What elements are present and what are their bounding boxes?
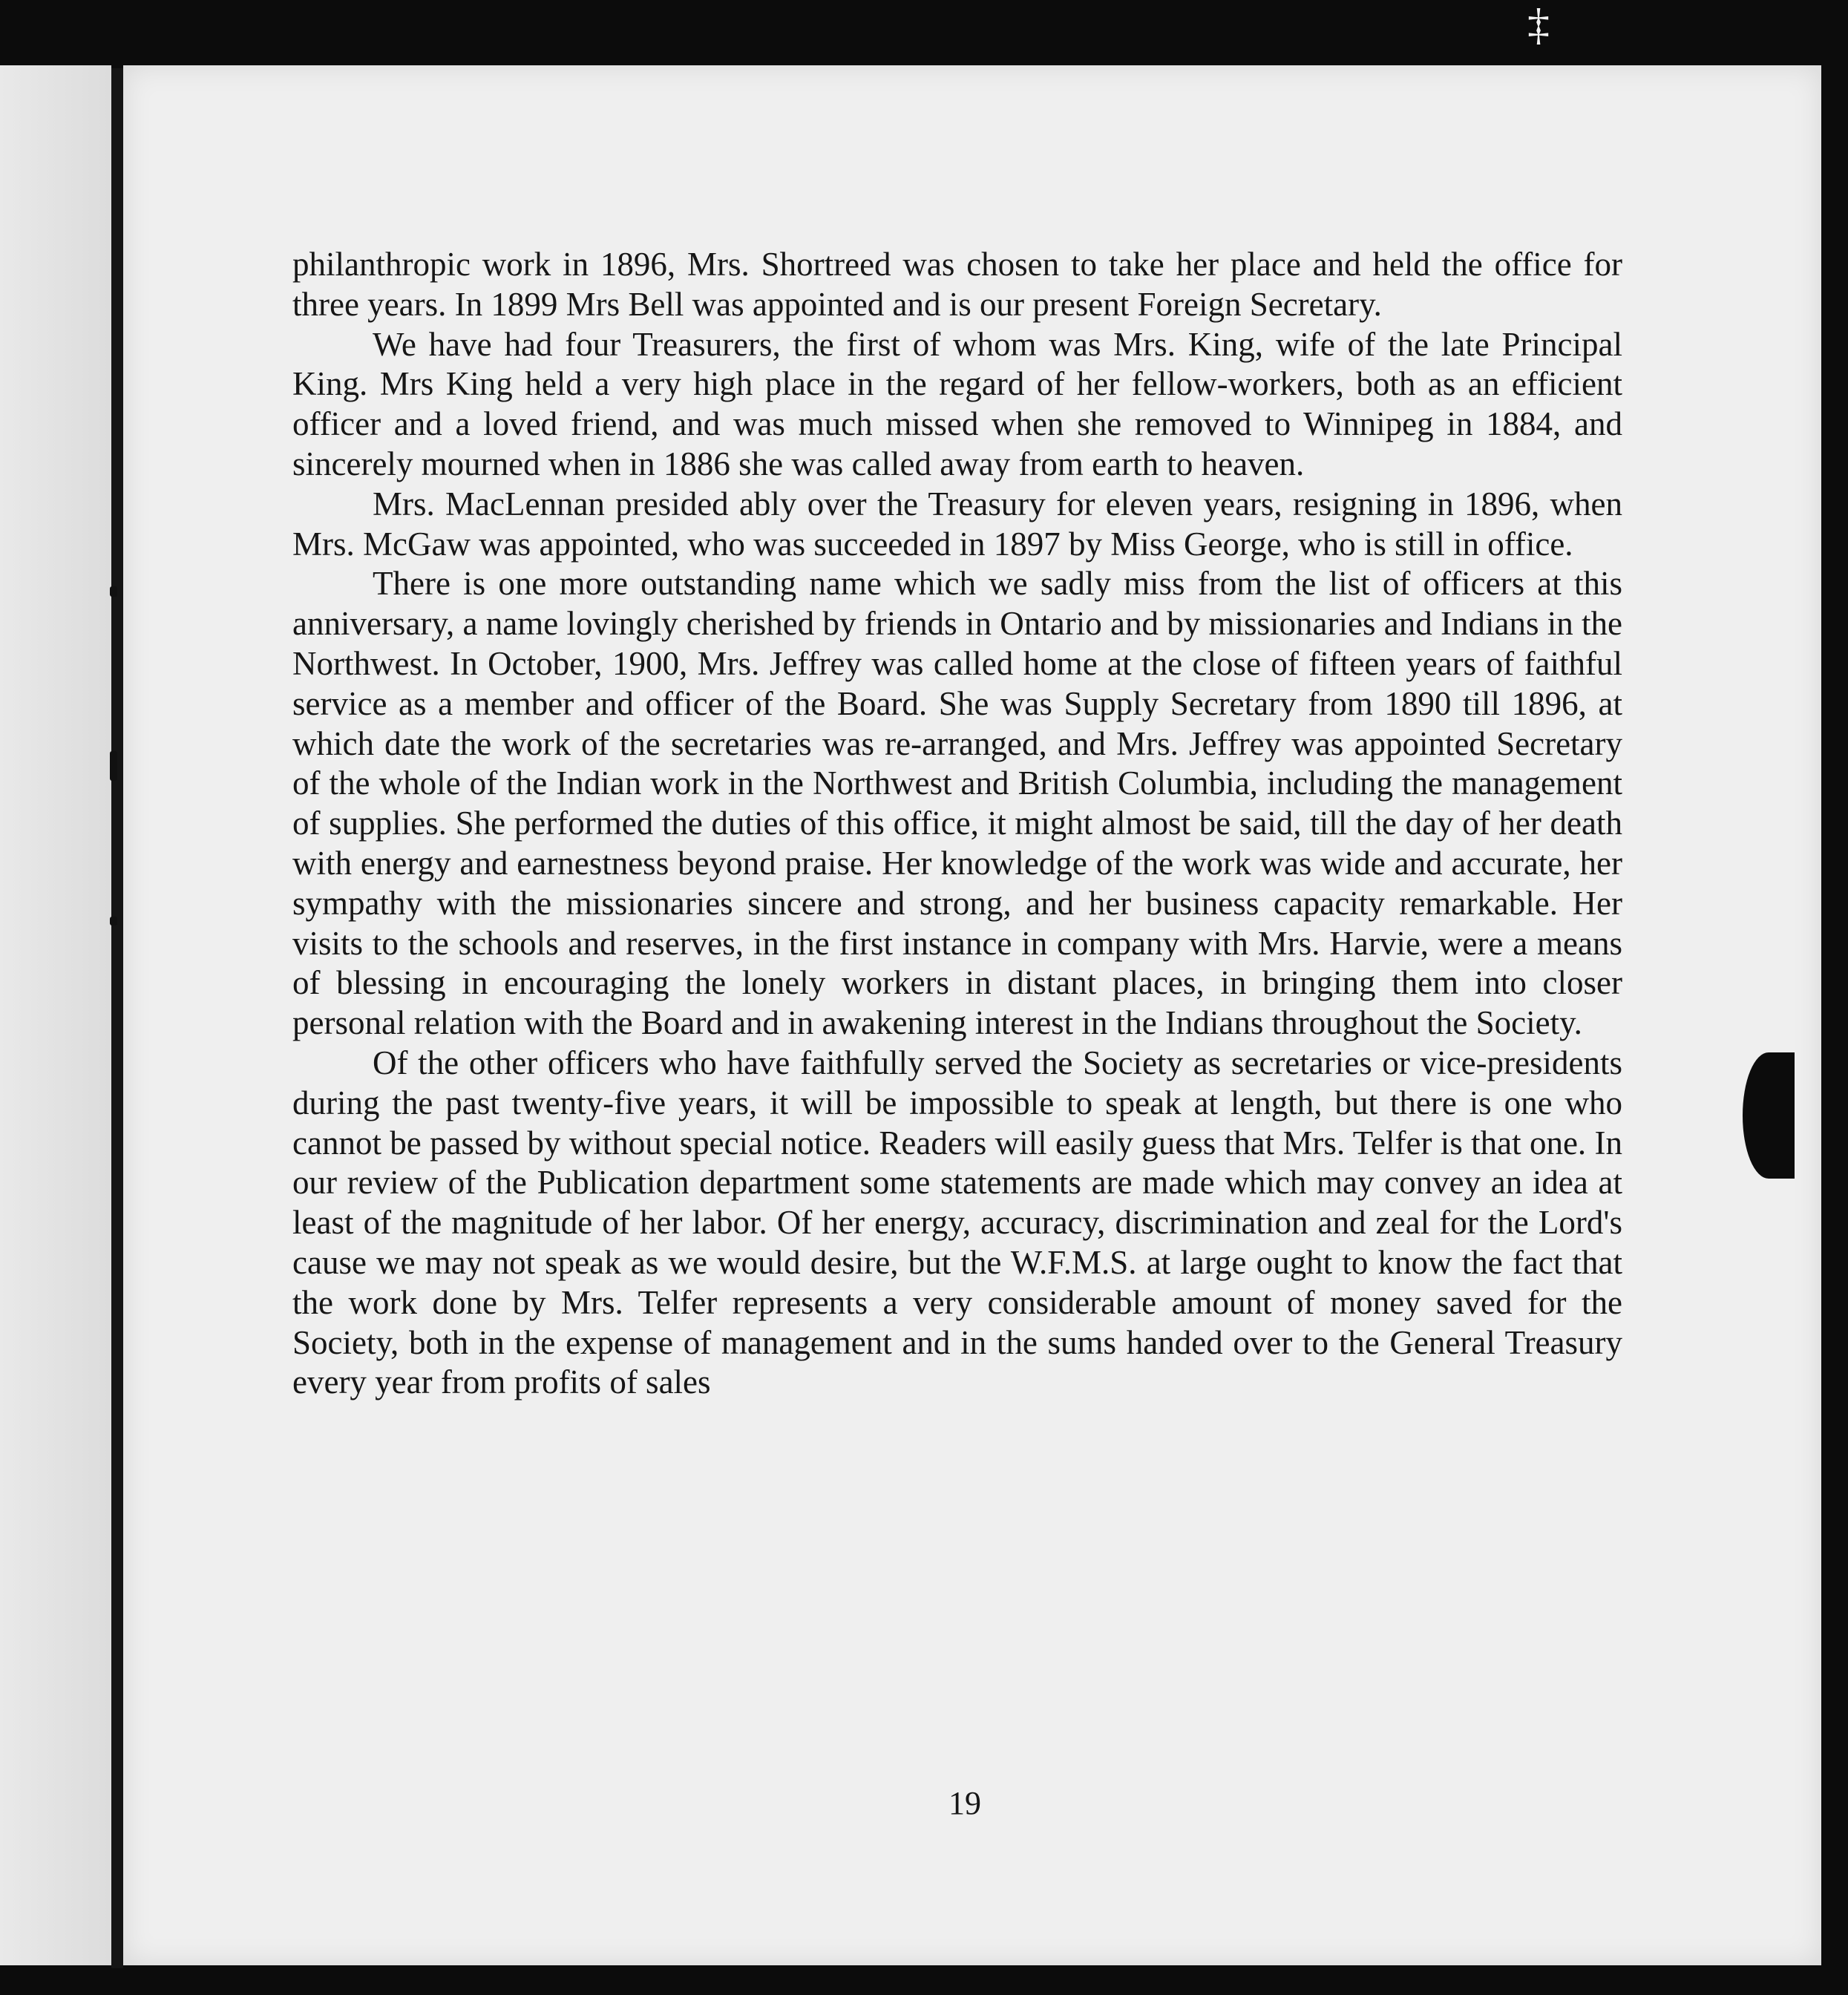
scan-mark-icon: ‡: [1527, 0, 1550, 49]
paragraph: Mrs. MacLennan presided ably over the Treasury for eleven years, resigning in 1896, when Mrs. McGaw was appointed, who was succeeded in 1897 by Miss George, who is still in office.: [292, 485, 1622, 563]
paragraph: Of the other officers who have faithfully served the Society as secretaries or vice-presidents during the past twenty-five years, it will be impossible to speak at length, but there is one who cannot be passed by without special notice. Readers will easily guess that Mrs. Telfer is that one. In our review of the Publication department some statements are made which may convey an idea at least of the magnitude of her labor. Of her energy, accuracy, discrimination and zeal for the Lord's cause we may not speak as we would desire, but the W.F.M.S. at large ought to know the fact that the work done by Mrs. Telfer represents a very considerable amount of money saved for the Society, both in the expense of management and in the sums handed over to the General Treasury every year from profits of sales: [292, 1044, 1622, 1401]
facing-page-edge: [0, 65, 111, 1965]
body-text: [292, 245, 1622, 1403]
page-number: 19: [948, 1785, 981, 1821]
paragraph: There is one more outstanding name which we sadly miss from the list of officers at this anniversary, a name lovingly cherished by friends in Ontario and by missionaries and Indians in the Northwest. In October, 1900, Mrs. Jeffrey was called home at the close of fifteen years of faithful service as a member and officer of the Board. She was Supply Secretary from 1890 till 1896, at which date the work of the secretaries was re-arranged, and Mrs. Jeffrey was appointed Secretary of the whole of the Indian work in the Northwest and British Columbia, including the management of supplies. She performed the duties of this office, it might almost be said, till the day of her death with energy and earnestness beyond praise. Her knowledge of the work was wide and accurate, her sympathy with the missionaries sincere and strong, and her business capacity remarkable. Her visits to the schools and reserves, in the first instance in company with Mrs. Harvie, were a means of blessing in encouraging the lonely workers in distant places, in bringing them into closer personal relation with the Board and in awakening interest in the Indians throughout the Society.: [292, 565, 1622, 1042]
margin-mark: [110, 917, 117, 926]
paragraph: philanthropic work in 1896, Mrs. Shortreed was chosen to take her place and held the office for three years. In 1899 Mrs Bell was appointed and is our present Foreign Secretary.: [292, 246, 1622, 323]
margin-mark: [110, 586, 117, 597]
book-spine: [111, 68, 123, 1968]
paragraph: We have had four Treasurers, the first of whom was Mrs. King, wife of the late Principal King. Mrs King held a very high place in the regard of her fellow-workers, both as an efficient officer and a loved friend, and was much missed when she removed to Winnipeg in 1884, and sincerely mourned when in 1886 she was called away from earth to heaven.: [292, 325, 1622, 482]
margin-mark: [110, 751, 117, 781]
page-edge-tear: [1743, 1052, 1795, 1179]
